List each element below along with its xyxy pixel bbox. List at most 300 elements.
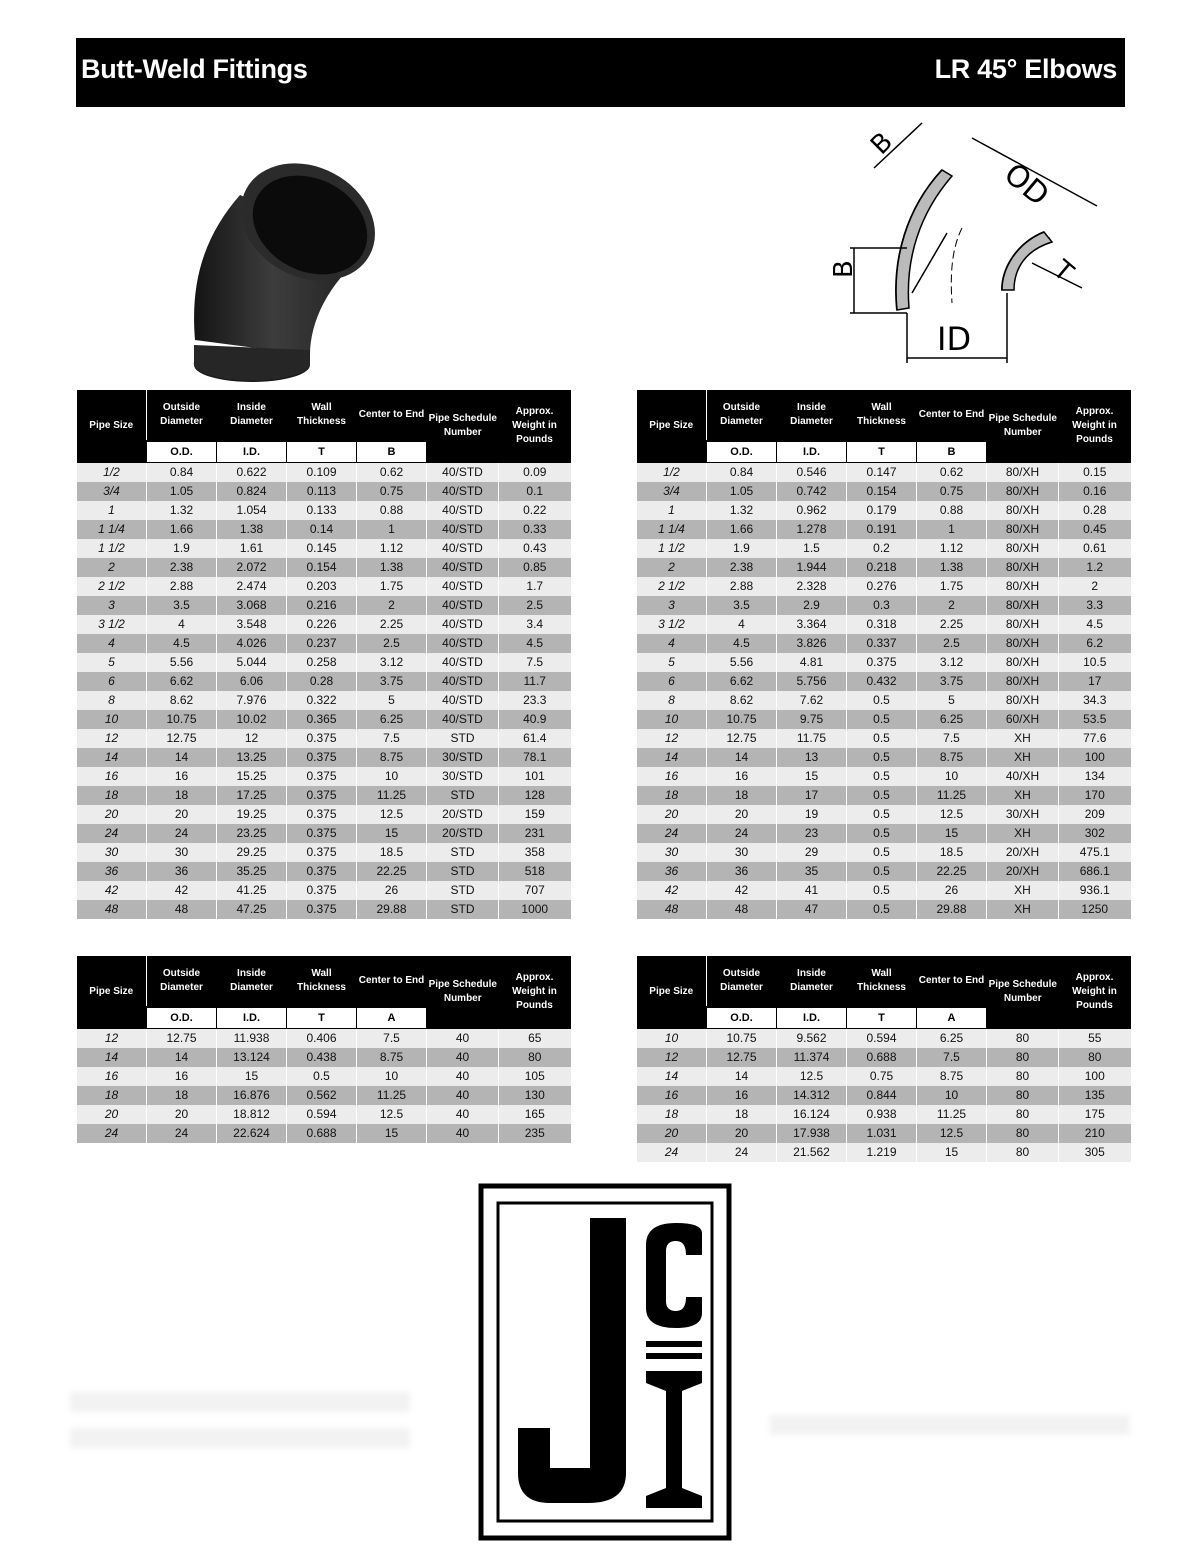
cell-wall-thickness: 0.375 [287, 748, 357, 767]
header-right-title: LR 45° Elbows [934, 54, 1117, 84]
cell-outside-diameter: 24 [147, 824, 217, 843]
cell-pipe-size: 18 [637, 1105, 707, 1124]
cell-inside-diameter: 1.278 [777, 520, 847, 539]
cell-wall-thickness: 0.5 [847, 862, 917, 881]
cell-pipe-schedule: 40/STD [427, 596, 499, 615]
cell-approx-weight: 3.3 [1059, 596, 1131, 615]
cell-approx-weight: 78.1 [499, 748, 571, 767]
sub-header: O.D. [707, 1007, 777, 1029]
table-row [637, 577, 1131, 596]
sub-header: O.D. [147, 1007, 217, 1029]
cell-pipe-size: 20 [77, 805, 147, 824]
cell-inside-diameter: 1.5 [777, 539, 847, 558]
sub-header: T [847, 441, 917, 463]
cell-pipe-schedule: XH [987, 748, 1059, 767]
cell-pipe-size: 3 1/2 [77, 615, 147, 634]
sub-header: O.D. [147, 441, 217, 463]
cell-approx-weight: 358 [499, 843, 571, 862]
cell-inside-diameter: 9.75 [777, 710, 847, 729]
cell-approx-weight: 2 [1059, 577, 1131, 596]
cell-pipe-size: 16 [637, 767, 707, 786]
cell-center-to-end: 26 [357, 881, 427, 900]
cell-wall-thickness: 0.179 [847, 501, 917, 520]
cell-center-to-end: 12.5 [357, 805, 427, 824]
cell-outside-diameter: 8.62 [147, 691, 217, 710]
cell-approx-weight: 3.4 [499, 615, 571, 634]
cell-pipe-schedule: 40/STD [427, 710, 499, 729]
cell-approx-weight: 2.5 [499, 596, 571, 615]
cell-pipe-size: 8 [637, 691, 707, 710]
cell-inside-diameter: 0.824 [217, 482, 287, 501]
table-row [637, 482, 1131, 501]
cell-inside-diameter: 10.02 [217, 710, 287, 729]
cell-pipe-schedule: 40/STD [427, 577, 499, 596]
column-header-outside-diameter: Outside Diameter [147, 956, 217, 1007]
cell-wall-thickness: 0.375 [287, 824, 357, 843]
cell-inside-diameter: 1.38 [217, 520, 287, 539]
cell-outside-diameter: 14 [707, 1067, 777, 1086]
table-row [637, 729, 1131, 748]
cell-approx-weight: 175 [1059, 1105, 1131, 1124]
cell-wall-thickness: 0.258 [287, 653, 357, 672]
cell-approx-weight: 7.5 [499, 653, 571, 672]
cell-approx-weight: 34.3 [1059, 691, 1131, 710]
cell-outside-diameter: 18 [147, 1086, 217, 1105]
cell-center-to-end: 15 [917, 1143, 987, 1162]
cell-inside-diameter: 2.9 [777, 596, 847, 615]
cell-inside-diameter: 47.25 [217, 900, 287, 919]
cell-pipe-schedule: 20/XH [987, 862, 1059, 881]
table-xh-small [636, 390, 1131, 919]
cell-center-to-end: 7.5 [917, 729, 987, 748]
column-header-outside-diameter: Outside Diameter [147, 390, 217, 441]
table-row [637, 520, 1131, 539]
cell-wall-thickness: 0.5 [847, 881, 917, 900]
cell-wall-thickness: 0.438 [287, 1048, 357, 1067]
table-row [77, 482, 571, 501]
cell-inside-diameter: 15 [217, 1067, 287, 1086]
table-row [77, 748, 571, 767]
table-row [637, 805, 1131, 824]
cell-approx-weight: 100 [1059, 748, 1131, 767]
cell-center-to-end: 26 [917, 881, 987, 900]
cell-pipe-schedule: 40 [427, 1124, 499, 1143]
cell-approx-weight: 1250 [1059, 900, 1131, 919]
cell-wall-thickness: 0.562 [287, 1086, 357, 1105]
cell-center-to-end: 0.88 [357, 501, 427, 520]
cell-outside-diameter: 4 [707, 615, 777, 634]
cell-wall-thickness: 0.375 [287, 767, 357, 786]
cell-pipe-size: 4 [637, 634, 707, 653]
cell-wall-thickness: 0.375 [287, 900, 357, 919]
table-row [637, 653, 1131, 672]
cell-center-to-end: 1 [917, 520, 987, 539]
cell-approx-weight: 305 [1059, 1143, 1131, 1162]
cell-pipe-schedule: XH [987, 900, 1059, 919]
table-row [77, 1067, 571, 1086]
cell-center-to-end: 1.38 [917, 558, 987, 577]
cell-wall-thickness: 0.688 [287, 1124, 357, 1143]
cell-pipe-size: 14 [77, 1048, 147, 1067]
sub-header: T [287, 441, 357, 463]
cell-outside-diameter: 1.32 [147, 501, 217, 520]
cell-outside-diameter: 14 [147, 1048, 217, 1067]
cell-approx-weight: 0.45 [1059, 520, 1131, 539]
cell-pipe-size: 18 [77, 786, 147, 805]
cell-center-to-end: 2.25 [917, 615, 987, 634]
cell-outside-diameter: 10.75 [707, 710, 777, 729]
column-header-pipe-size: Pipe Size [637, 390, 707, 463]
cell-pipe-schedule: 20/STD [427, 805, 499, 824]
cell-wall-thickness: 0.938 [847, 1105, 917, 1124]
table-row [77, 1029, 571, 1049]
cell-wall-thickness: 0.5 [847, 767, 917, 786]
cell-outside-diameter: 14 [147, 748, 217, 767]
cell-inside-diameter: 4.026 [217, 634, 287, 653]
table-row [77, 520, 571, 539]
table-row [77, 672, 571, 691]
cell-outside-diameter: 16 [707, 1086, 777, 1105]
column-header-center-to-end: Center to End [917, 390, 987, 441]
cell-approx-weight: 0.85 [499, 558, 571, 577]
cell-wall-thickness: 0.216 [287, 596, 357, 615]
cell-inside-diameter: 0.742 [777, 482, 847, 501]
cell-approx-weight: 101 [499, 767, 571, 786]
table-row [637, 710, 1131, 729]
cell-pipe-schedule: 80/XH [987, 596, 1059, 615]
cell-pipe-schedule: 80 [987, 1143, 1059, 1162]
table-row [77, 881, 571, 900]
cell-pipe-schedule: 80/XH [987, 634, 1059, 653]
cell-outside-diameter: 10.75 [707, 1029, 777, 1049]
table-sch40-large [76, 956, 571, 1143]
cell-pipe-size: 18 [77, 1086, 147, 1105]
label-b-top: B [865, 126, 899, 161]
cell-inside-diameter: 17 [777, 786, 847, 805]
cell-approx-weight: 61.4 [499, 729, 571, 748]
cell-pipe-schedule: 80 [987, 1105, 1059, 1124]
table-row [77, 558, 571, 577]
cell-wall-thickness: 0.406 [287, 1029, 357, 1049]
cell-wall-thickness: 0.145 [287, 539, 357, 558]
cell-center-to-end: 10 [357, 767, 427, 786]
cell-pipe-schedule: 20/STD [427, 824, 499, 843]
cell-pipe-size: 42 [77, 881, 147, 900]
cell-pipe-size: 20 [637, 805, 707, 824]
cell-inside-diameter: 18.812 [217, 1105, 287, 1124]
cell-wall-thickness: 0.2 [847, 539, 917, 558]
cell-pipe-schedule: 40/STD [427, 653, 499, 672]
cell-center-to-end: 10 [917, 767, 987, 786]
cell-pipe-schedule: 80/XH [987, 520, 1059, 539]
cell-inside-diameter: 0.622 [217, 463, 287, 483]
cell-pipe-schedule: 80/XH [987, 672, 1059, 691]
cell-pipe-size: 20 [637, 1124, 707, 1143]
table-row [77, 539, 571, 558]
cell-center-to-end: 12.5 [917, 805, 987, 824]
cell-wall-thickness: 0.594 [847, 1029, 917, 1049]
cell-outside-diameter: 0.84 [707, 463, 777, 483]
cell-center-to-end: 11.25 [357, 786, 427, 805]
cell-outside-diameter: 1.9 [707, 539, 777, 558]
sub-header: A [357, 1007, 427, 1029]
jci-logo [478, 1183, 732, 1541]
cell-pipe-schedule: 40/STD [427, 558, 499, 577]
cell-inside-diameter: 15 [777, 767, 847, 786]
cell-approx-weight: 0.33 [499, 520, 571, 539]
cell-pipe-size: 24 [637, 1143, 707, 1162]
cell-pipe-size: 8 [77, 691, 147, 710]
cell-outside-diameter: 10.75 [147, 710, 217, 729]
table-row [77, 615, 571, 634]
elbow-dimension-diagram [812, 118, 1102, 373]
cell-wall-thickness: 0.5 [847, 748, 917, 767]
label-od: OD [997, 156, 1056, 214]
cell-pipe-schedule: 80 [987, 1067, 1059, 1086]
cell-approx-weight: 17 [1059, 672, 1131, 691]
column-header-pipe-size: Pipe Size [637, 956, 707, 1029]
cell-outside-diameter: 4 [147, 615, 217, 634]
table-row [77, 900, 571, 919]
cell-approx-weight: 686.1 [1059, 862, 1131, 881]
cell-inside-diameter: 47 [777, 900, 847, 919]
cell-pipe-schedule: 40 [427, 1105, 499, 1124]
cell-center-to-end: 11.25 [917, 786, 987, 805]
cell-approx-weight: 4.5 [499, 634, 571, 653]
cell-approx-weight: 4.5 [1059, 615, 1131, 634]
cell-approx-weight: 6.2 [1059, 634, 1131, 653]
cell-center-to-end: 0.75 [357, 482, 427, 501]
cell-outside-diameter: 16 [147, 1067, 217, 1086]
cell-approx-weight: 1000 [499, 900, 571, 919]
cell-wall-thickness: 0.5 [847, 900, 917, 919]
cell-inside-diameter: 0.962 [777, 501, 847, 520]
cell-wall-thickness: 1.031 [847, 1124, 917, 1143]
table-row [77, 862, 571, 881]
cell-pipe-size: 6 [637, 672, 707, 691]
cell-inside-diameter: 23 [777, 824, 847, 843]
cell-wall-thickness: 0.113 [287, 482, 357, 501]
cell-center-to-end: 1.12 [357, 539, 427, 558]
cell-center-to-end: 3.12 [357, 653, 427, 672]
cell-center-to-end: 5 [917, 691, 987, 710]
cell-center-to-end: 15 [357, 824, 427, 843]
cell-approx-weight: 302 [1059, 824, 1131, 843]
cell-inside-diameter: 41.25 [217, 881, 287, 900]
table-std-weight-small [76, 390, 571, 919]
cell-wall-thickness: 0.203 [287, 577, 357, 596]
cell-pipe-schedule: STD [427, 881, 499, 900]
cell-outside-diameter: 16 [707, 767, 777, 786]
cell-wall-thickness: 0.5 [847, 691, 917, 710]
table-sch80-large [636, 956, 1131, 1162]
cell-inside-diameter: 5.756 [777, 672, 847, 691]
sub-header: B [357, 441, 427, 463]
cell-pipe-size: 36 [77, 862, 147, 881]
label-b-left: B [829, 260, 859, 278]
cell-wall-thickness: 0.322 [287, 691, 357, 710]
cell-outside-diameter: 24 [147, 1124, 217, 1143]
cell-outside-diameter: 42 [707, 881, 777, 900]
cell-pipe-schedule: 80/XH [987, 463, 1059, 483]
table-row [77, 767, 571, 786]
cell-wall-thickness: 0.432 [847, 672, 917, 691]
cell-pipe-schedule: 40 [427, 1048, 499, 1067]
cell-inside-diameter: 2.474 [217, 577, 287, 596]
table-row [77, 710, 571, 729]
table-row [637, 862, 1131, 881]
sub-header: I.D. [777, 1007, 847, 1029]
cell-wall-thickness: 0.133 [287, 501, 357, 520]
cell-approx-weight: 65 [499, 1029, 571, 1049]
cell-center-to-end: 10 [357, 1067, 427, 1086]
table-row [77, 1086, 571, 1105]
cell-inside-diameter: 17.25 [217, 786, 287, 805]
header-left-title: Butt-Weld Fittings [81, 54, 308, 84]
cell-wall-thickness: 0.375 [287, 729, 357, 748]
table-row [77, 1048, 571, 1067]
cell-outside-diameter: 4.5 [147, 634, 217, 653]
cell-wall-thickness: 0.75 [847, 1067, 917, 1086]
cell-wall-thickness: 0.28 [287, 672, 357, 691]
cell-center-to-end: 6.25 [917, 710, 987, 729]
cell-pipe-schedule: STD [427, 729, 499, 748]
cell-inside-diameter: 19.25 [217, 805, 287, 824]
cell-pipe-size: 2 1/2 [77, 577, 147, 596]
table-row [77, 463, 571, 483]
cell-pipe-size: 24 [77, 824, 147, 843]
cell-pipe-size: 24 [637, 824, 707, 843]
elbow-fitting-photo [180, 140, 400, 385]
cell-center-to-end: 5 [357, 691, 427, 710]
cell-pipe-size: 16 [77, 1067, 147, 1086]
cell-pipe-schedule: 40/STD [427, 482, 499, 501]
cell-center-to-end: 12.5 [357, 1105, 427, 1124]
cell-inside-diameter: 35 [777, 862, 847, 881]
cell-outside-diameter: 42 [147, 881, 217, 900]
cell-approx-weight: 10.5 [1059, 653, 1131, 672]
cell-center-to-end: 12.5 [917, 1124, 987, 1143]
cell-pipe-size: 16 [77, 767, 147, 786]
cell-outside-diameter: 36 [707, 862, 777, 881]
cell-inside-diameter: 6.06 [217, 672, 287, 691]
cell-pipe-size: 12 [77, 1029, 147, 1049]
column-header-pipe-size: Pipe Size [77, 956, 147, 1029]
cell-pipe-size: 1 [637, 501, 707, 520]
cell-wall-thickness: 0.844 [847, 1086, 917, 1105]
cell-center-to-end: 8.75 [917, 1067, 987, 1086]
cell-outside-diameter: 36 [147, 862, 217, 881]
cell-inside-diameter: 11.938 [217, 1029, 287, 1049]
cell-pipe-size: 12 [637, 729, 707, 748]
cell-approx-weight: 135 [1059, 1086, 1131, 1105]
cell-approx-weight: 707 [499, 881, 571, 900]
cell-approx-weight: 77.6 [1059, 729, 1131, 748]
cell-wall-thickness: 0.594 [287, 1105, 357, 1124]
cell-pipe-size: 48 [77, 900, 147, 919]
cell-inside-diameter: 19 [777, 805, 847, 824]
cell-pipe-size: 4 [77, 634, 147, 653]
cell-outside-diameter: 20 [147, 805, 217, 824]
cell-pipe-size: 14 [77, 748, 147, 767]
cell-inside-diameter: 23.25 [217, 824, 287, 843]
cell-wall-thickness: 1.219 [847, 1143, 917, 1162]
cell-pipe-schedule: 80/XH [987, 558, 1059, 577]
cell-center-to-end: 11.25 [917, 1105, 987, 1124]
cell-inside-diameter: 21.562 [777, 1143, 847, 1162]
cell-pipe-size: 3 1/2 [637, 615, 707, 634]
cell-inside-diameter: 3.068 [217, 596, 287, 615]
cell-pipe-schedule: 80/XH [987, 691, 1059, 710]
cell-center-to-end: 2.5 [357, 634, 427, 653]
cell-approx-weight: 1.7 [499, 577, 571, 596]
table-row [637, 1105, 1131, 1124]
cell-approx-weight: 159 [499, 805, 571, 824]
cell-outside-diameter: 1.66 [147, 520, 217, 539]
cell-pipe-schedule: STD [427, 843, 499, 862]
cell-outside-diameter: 2.38 [147, 558, 217, 577]
cell-outside-diameter: 12.75 [707, 1048, 777, 1067]
cell-inside-diameter: 1.944 [777, 558, 847, 577]
cell-outside-diameter: 18 [707, 1105, 777, 1124]
cell-center-to-end: 15 [357, 1124, 427, 1143]
cell-pipe-size: 14 [637, 1067, 707, 1086]
cell-approx-weight: 0.15 [1059, 463, 1131, 483]
cell-inside-diameter: 15.25 [217, 767, 287, 786]
cell-inside-diameter: 13 [777, 748, 847, 767]
cell-pipe-size: 42 [637, 881, 707, 900]
cell-wall-thickness: 0.226 [287, 615, 357, 634]
cell-wall-thickness: 0.375 [287, 843, 357, 862]
table-row [77, 786, 571, 805]
table-row [77, 1124, 571, 1143]
cell-wall-thickness: 0.375 [847, 653, 917, 672]
cell-pipe-schedule: XH [987, 729, 1059, 748]
column-header-inside-diameter: Inside Diameter [777, 390, 847, 441]
table-row [637, 691, 1131, 710]
column-header-pipe-schedule: Pipe Schedule Number [427, 956, 499, 1029]
cell-pipe-size: 6 [77, 672, 147, 691]
cell-approx-weight: 130 [499, 1086, 571, 1105]
cell-approx-weight: 0.28 [1059, 501, 1131, 520]
table-row [637, 767, 1131, 786]
cell-pipe-schedule: 40/STD [427, 672, 499, 691]
cell-pipe-size: 30 [77, 843, 147, 862]
cell-outside-diameter: 6.62 [707, 672, 777, 691]
cell-center-to-end: 6.25 [357, 710, 427, 729]
table-row [77, 805, 571, 824]
cell-wall-thickness: 0.147 [847, 463, 917, 483]
cell-center-to-end: 0.75 [917, 482, 987, 501]
cell-inside-diameter: 4.81 [777, 653, 847, 672]
cell-outside-diameter: 12.75 [147, 1029, 217, 1049]
table-row [637, 881, 1131, 900]
cell-approx-weight: 1.2 [1059, 558, 1131, 577]
cell-approx-weight: 134 [1059, 767, 1131, 786]
cell-approx-weight: 0.22 [499, 501, 571, 520]
cell-wall-thickness: 0.5 [847, 805, 917, 824]
sub-header: T [847, 1007, 917, 1029]
cell-outside-diameter: 0.84 [147, 463, 217, 483]
cell-wall-thickness: 0.375 [287, 805, 357, 824]
cell-wall-thickness: 0.688 [847, 1048, 917, 1067]
cell-pipe-schedule: 40 [427, 1029, 499, 1049]
cell-pipe-size: 24 [77, 1124, 147, 1143]
table-row [637, 463, 1131, 483]
column-header-inside-diameter: Inside Diameter [217, 956, 287, 1007]
cell-pipe-schedule: 40/STD [427, 615, 499, 634]
cell-outside-diameter: 4.5 [707, 634, 777, 653]
